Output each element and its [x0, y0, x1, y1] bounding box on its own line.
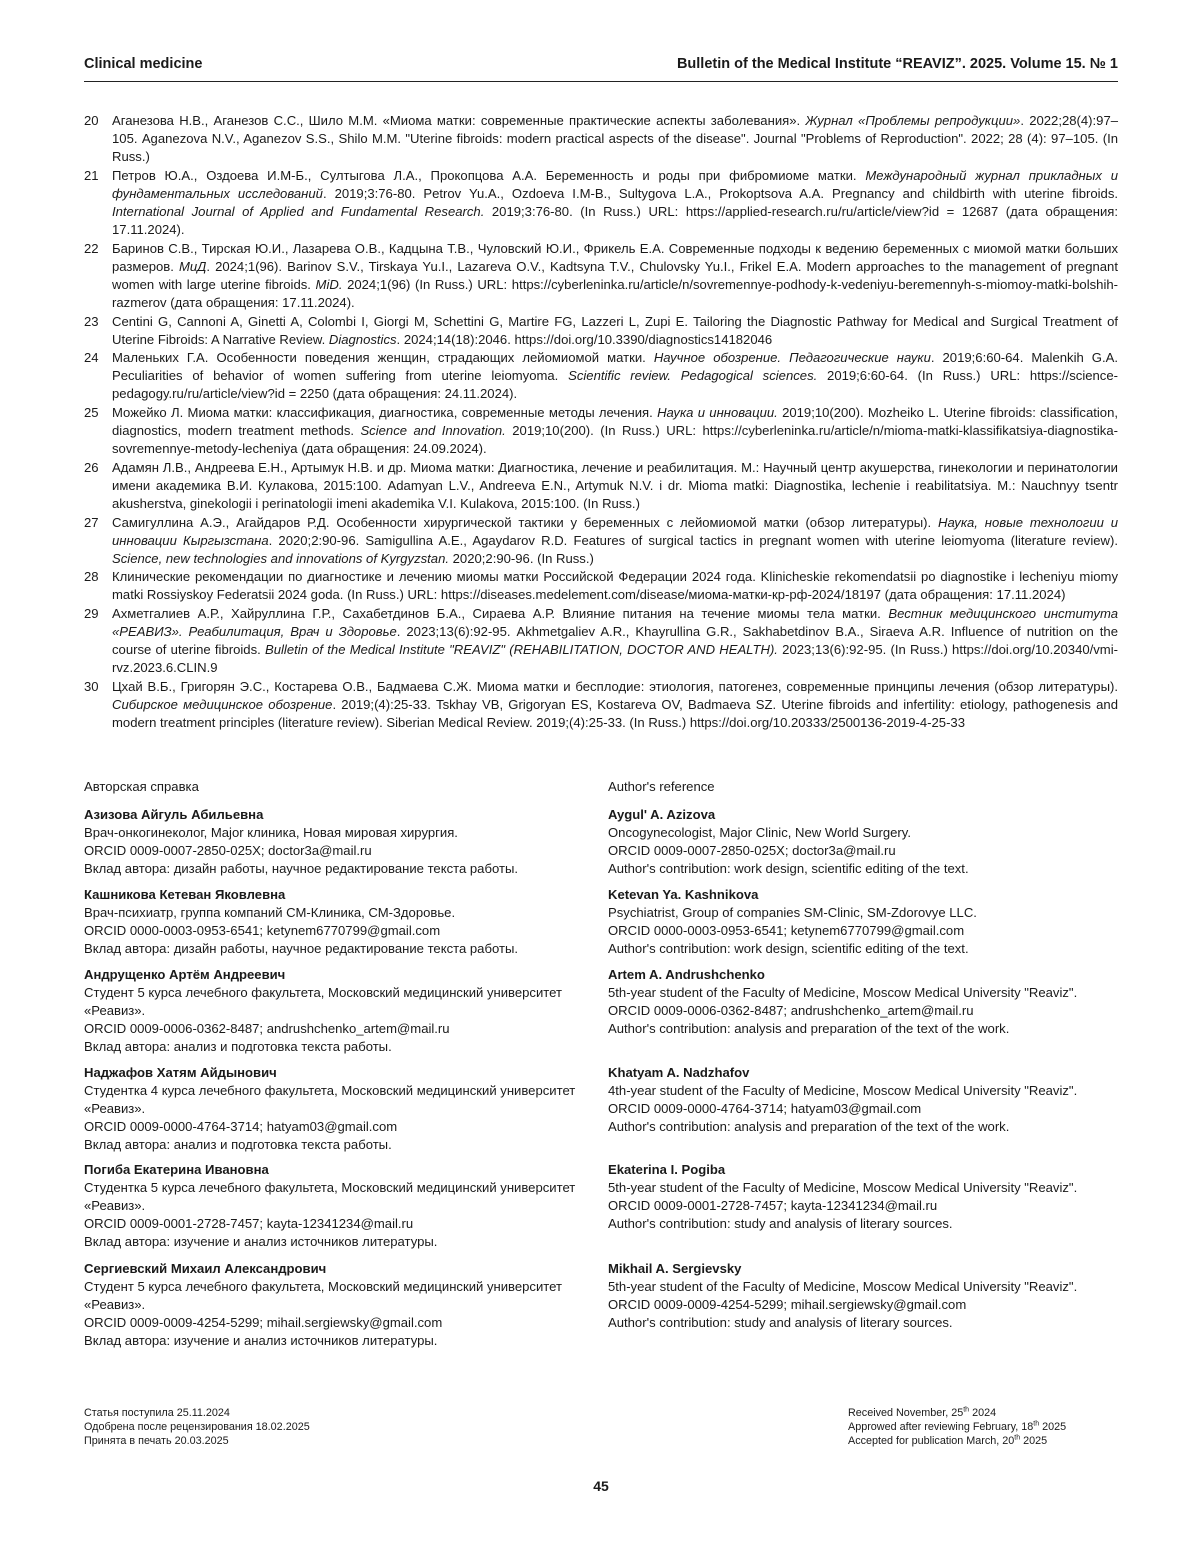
journal-title: Bulletin of the Medical Institute “REAVIZ”. 2025. Volume 15. № 1 — [676, 56, 1118, 72]
reference-list — [84, 112, 1118, 733]
author-reference-en-title: Author's reference — [608, 779, 715, 794]
author-orcid-email: ORCID 0000-0003-0953-6541; ketynem6770799@gmail.com — [608, 923, 965, 939]
reference-item — [84, 112, 1118, 166]
reference-fragment: Самигуллина А.Э., Агайдаров Р.Д. Особенности хирургической тактики у беременных с лейомиомой матки (обзор литературы). — [112, 514, 938, 530]
author-entry — [608, 966, 1110, 1038]
author-contribution: Вклад автора: изучение и анализ источников литературы. — [84, 1234, 438, 1250]
author-contribution: Author's contribution: analysis and preparation of the text of the work. — [608, 1119, 1010, 1135]
reference-text — [112, 313, 1118, 349]
reference-number: 28 — [84, 569, 99, 585]
reference-number: 27 — [84, 514, 99, 530]
received-date-en: Received November, 25th 2024 — [848, 1406, 997, 1419]
reference-source: International Journal of Applied and Fundamental Research. — [112, 203, 485, 219]
approved-date-ru: Одобрена после рецензирования 18.02.2025 — [84, 1421, 310, 1434]
author-name: Кашникова Кетеван Яковлевна — [84, 887, 286, 902]
author-entry — [84, 806, 586, 878]
author-reference-en — [608, 778, 1110, 1331]
reference-fragment: Петров Ю.А., Оздоева И.М-Б., Султыгова Л.А., Прокопцова А.А. Беременность и роды при фибромиоме матки. — [112, 167, 866, 183]
reference-source: Наука и инновации. — [657, 405, 778, 420]
author-name: Ketevan Ya. Kashnikova — [608, 887, 759, 902]
reference-fragment: Адамян Л.В., Андреева Е.Н., Артымук Н.В. и др. Миома матки: Диагностика, лечение и реабилитация. М.: Научный центр акушерства, гинекологии и перинатологии имени академика В.И. Кулакова, 2015:100. Adamyan L.V., Andreeva E.N., Artymuk N.V. i dr. Mioma matki: Diagnostika, lechenie i reabilitatsiya. M.: Nauchnyy tsentr akusherstva, ginekologii i perinatologii imeni akademika V.I. Kulakova, 2015:100. (In Russ.) — [112, 459, 1118, 511]
author-name: Андрущенко Артём Андреевич — [84, 967, 286, 982]
author-orcid-email: ORCID 0009-0000-4764-3714; hatyam03@gmail.com — [84, 1119, 398, 1135]
reference-fragment: . 2022;28(4):97–105. Aganezova N.V., Aganezov S.S., Shilo M.M. "Uterine fibroids: modern practical aspects of the disease". Journal "Problems of Reproduction". 2022; 28 (4): 97–105. (In Russ.) — [112, 113, 1119, 165]
author-contribution: Вклад автора: изучение и анализ источников литературы. — [84, 1333, 438, 1349]
reference-text — [112, 678, 1118, 732]
author-entry — [608, 1161, 1110, 1233]
reference-text — [112, 349, 1118, 403]
reference-fragment: 2020;2:90-96. (In Russ.) — [449, 550, 594, 566]
reference-item — [84, 605, 1118, 677]
author-affiliation: Врач-онкогинеколог, Major клиника, Новая мировая хирургия. — [84, 825, 458, 841]
reference-fragment: . 2024;1(96). Barinov S.V., Tirskaya Yu.I., Lazareva O.V., Kadtsyna T.V., Chulovsky Yu.I., Frikel E.A. Modern approaches to the management of pregnant women with large uterine fibroids. — [112, 258, 1118, 292]
author-name: Artem A. Andrushchenko — [608, 967, 765, 982]
reference-item — [84, 459, 1118, 513]
author-affiliation: Студент 5 курса лечебного факультета, Московский медицинский университет «Реавиз». — [84, 1279, 562, 1313]
author-contribution: Вклад автора: дизайн работы, научное редактирование текста работы. — [84, 941, 518, 957]
reference-item — [84, 313, 1118, 349]
article-dates-en — [848, 1406, 1066, 1449]
reference-fragment: Цхай В.Б., Григорян Э.С., Костарева О.В., Бадмаева С.Ж. Миома матки и бесплодие: этиология, патогенез, современные принципы лечения (обзор литературы). — [112, 678, 1118, 694]
author-affiliation: Oncogynecologist, Major Clinic, New World Surgery. — [608, 825, 911, 841]
reference-source: MiD. — [315, 276, 343, 292]
author-affiliation: 4th-year student of the Faculty of Medicine, Moscow Medical University "Reaviz". — [608, 1083, 1078, 1099]
author-orcid-email: ORCID 0009-0007-2850-025X; doctor3a@mail.ru — [608, 843, 896, 859]
author-orcid-email: ORCID 0009-0009-4254-5299; mihail.sergiewsky@gmail.com — [608, 1297, 967, 1313]
author-contribution: Вклад автора: анализ и подготовка текста работы. — [84, 1137, 392, 1153]
reference-fragment: 2024;1(96) (In Russ.) URL: https://cyberleninka.ru/article/n/sovremennye-podhody-k-vedeniyu-beremennyh-s-miomoy-matki-bolshih-razmerov (дата обращения: 17.11.2024). — [112, 276, 1118, 310]
reference-source: Diagnostics — [328, 331, 397, 347]
accepted-date-en: Accepted for publication March, 20th 2025 — [848, 1434, 1048, 1448]
reference-item — [84, 240, 1118, 312]
received-date-ru: Статья поступила 25.11.2024 — [84, 1407, 230, 1419]
article-dates-ru — [84, 1406, 310, 1449]
reference-number: 21 — [84, 167, 99, 183]
reference-number: 29 — [84, 606, 99, 622]
author-contribution: Author's contribution: work design, scientific editing of the text. — [608, 861, 969, 877]
page — [84, 0, 1118, 1553]
author-name: Азизова Айгуль Абильевна — [84, 807, 264, 822]
reference-text — [112, 240, 1118, 312]
author-affiliation: 5th-year student of the Faculty of Medicine, Moscow Medical University "Reaviz". — [608, 1180, 1078, 1196]
reference-fragment: Можейко Л. Миома матки: классификация, диагностика, современные методы лечения. — [112, 405, 658, 420]
author-entry — [84, 1161, 586, 1251]
author-contribution: Author's contribution: analysis and preparation of the text of the work. — [608, 1021, 1010, 1037]
reference-text — [112, 112, 1118, 166]
reference-number: 26 — [84, 459, 99, 475]
reference-number: 22 — [84, 240, 99, 256]
author-entry — [84, 1064, 586, 1154]
author-entry — [84, 966, 586, 1056]
author-contribution: Вклад автора: дизайн работы, научное редактирование текста работы. — [84, 861, 518, 877]
author-name: Наджафов Хатям Айдынович — [84, 1065, 277, 1080]
reference-item — [84, 349, 1118, 403]
reference-text — [112, 459, 1118, 513]
reference-source: Scientific review. Pedagogical sciences. — [568, 368, 818, 384]
author-reference-ru-title: Авторская справка — [84, 779, 199, 794]
reference-text — [112, 605, 1118, 677]
author-affiliation: Студентка 4 курса лечебного факультета, Московский медицинский университет «Реавиз». — [84, 1083, 576, 1117]
reference-fragment: Centini G, Cannoni A, Ginetti A, Colombi I, Giorgi M, Schettini G, Martire FG, Lazzeri L, Zupi E. Tailoring the Diagnostic Pathway for Medical and Surgical Treatment of Uterine Fibroids: A Narrative Review. — [112, 313, 1118, 347]
reference-fragment: Клинические рекомендации по диагностике и лечению миомы матки Российской Федерации 2024 года. Klinicheskie rekomendatsii po diagnostike i lecheniyu miomy matki Rossiyskoy Federatsii 2024 goda. (In Russ.) URL: https://diseases.medelement.com/disease/миома-матки-кр-рф-2024/18197 (дата обращения: 17.11.2024) — [112, 569, 1118, 603]
author-affiliation: Врач-психиатр, группа компаний СМ-Клиника, СМ-Здоровье. — [84, 905, 456, 921]
reference-text — [112, 514, 1118, 568]
reference-fragment: . 2020;2:90-96. Samigullina A.E., Agaydarov R.D. Features of surgical tactics in pregnant women with uterine leiomyoma (literature review). — [268, 532, 1118, 548]
author-orcid-email: ORCID 0009-0001-2728-7457; kayta-12341234@mail.ru — [608, 1198, 938, 1214]
reference-fragment: Баринов С.В., Тирская Ю.И., Лазарева О.В., Кадцына Т.В., Чуловский Ю.И., Фрикель Е.А. Современные подходы к ведению беременных с миомой матки больших размеров. — [112, 240, 1118, 274]
reference-item — [84, 568, 1118, 604]
author-orcid-email: ORCID 0009-0006-0362-8487; andrushchenko_artem@mail.ru — [84, 1021, 450, 1037]
reference-fragment: 2019;6:60-64. (In Russ.) URL: https://science-pedagogy.ru/ru/article/view?id = 2250 (дата обращения: 24.11.2024). — [112, 368, 1118, 402]
reference-source: Научное обозрение. Педагогические науки — [653, 350, 931, 366]
author-orcid-email: ORCID 0009-0007-2850-025X; doctor3a@mail.ru — [84, 843, 372, 859]
reference-source: Bulletin of the Medical Institute "REAVIZ" (REHABILITATION, DOCTOR AND HEALTH). — [264, 642, 778, 658]
reference-fragment: 2023;13(6):92-95. (In Russ.) https://doi.org/10.20340/vmi-rvz.2023.6.CLIN.9 — [112, 642, 1118, 676]
reference-fragment: . 2019;3:76-80. Petrov Yu.A., Ozdoeva I.M-B., Sultygova L.A., Prokoptsova A.A. Pregnancy and childbirth with uterine fibroids. — [322, 185, 1118, 201]
author-affiliation: 5th-year student of the Faculty of Medicine, Moscow Medical University "Reaviz". — [608, 1279, 1078, 1295]
reference-fragment: . 2019;(4):25-33. Tskhay VB, Grigoryan ES, Kostareva OV, Badmaeva SZ. Uterine fibroids and infertility: etiology, pathogenesis and modern treatment principles (literature review). Siberian Medical Review. 2019;(4):25-33. (In Russ.) https://doi.org/10.20333/2500136-2019-4-25-33 — [112, 697, 1118, 731]
section-title: Clinical medicine — [84, 56, 203, 72]
author-orcid-email: ORCID 0009-0006-0362-8487; andrushchenko_artem@mail.ru — [608, 1003, 974, 1019]
author-contribution: Author's contribution: study and analysis of literary sources. — [608, 1315, 953, 1331]
reference-fragment: Аганезова Н.В., Аганезов С.С., Шило М.М. «Миома матки: современные практические аспекты заболевания». — [112, 113, 806, 128]
author-affiliation: Студентка 5 курса лечебного факультета, Московский медицинский университет «Реавиз». — [84, 1180, 576, 1214]
author-entry — [608, 806, 1110, 878]
author-orcid-email: ORCID 0000-0003-0953-6541; ketynem6770799@gmail.com — [84, 923, 441, 939]
author-contribution: Author's contribution: study and analysis of literary sources. — [608, 1216, 953, 1232]
author-entry — [608, 1064, 1110, 1136]
approved-date-en: Approwed after reviewing February, 18th 2025 — [848, 1420, 1067, 1434]
reference-fragment: . 2024;14(18):2046. https://doi.org/10.3390/diagnostics14182046 — [396, 331, 773, 347]
reference-source: МиД — [178, 258, 207, 274]
author-entry — [84, 1260, 586, 1350]
author-name: Khatyam A. Nadzhafov — [608, 1065, 750, 1080]
reference-fragment: Ахметгалиев А.Р., Хайруллина Г.Р., Сахабетдинов Б.А., Сираева А.Р. Влияние питания на течение миомы тела матки. — [112, 606, 889, 622]
author-affiliation: Psychiatrist, Group of companies SM-Clinic, SM-Zdorovye LLC. — [608, 905, 977, 921]
author-name: Погиба Екатерина Ивановна — [84, 1162, 269, 1177]
reference-number: 30 — [84, 678, 99, 694]
author-name: Ekaterina I. Pogiba — [608, 1162, 726, 1177]
author-affiliation: Студент 5 курса лечебного факультета, Московский медицинский университет «Реавиз». — [84, 985, 562, 1019]
author-reference-ru — [84, 778, 586, 1349]
reference-fragment: 2019;3:76-80. (In Russ.) URL: https://applied-research.ru/ru/article/view?id = 12687 (дата обращения: 17.11.2024). — [112, 203, 1118, 238]
reference-source: Сибирское медицинское обозрение — [112, 697, 333, 712]
reference-number: 20 — [84, 113, 99, 128]
page-number: 45 — [593, 1478, 609, 1494]
author-name: Aygul' A. Azizova — [608, 807, 716, 822]
author-orcid-email: ORCID 0009-0000-4764-3714; hatyam03@gmail.com — [608, 1101, 922, 1117]
reference-source: Наука, новые технологии и инновации Кыргызстана — [112, 514, 1119, 548]
author-entry — [608, 1260, 1110, 1332]
author-orcid-email: ORCID 0009-0009-4254-5299; mihail.sergiewsky@gmail.com — [84, 1315, 443, 1331]
accepted-date-ru: Принята в печать 20.03.2025 — [84, 1435, 229, 1448]
reference-text — [112, 404, 1118, 458]
author-contribution: Author's contribution: work design, scientific editing of the text. — [608, 941, 969, 957]
reference-source: Science and Innovation. — [360, 423, 506, 439]
reference-item — [84, 678, 1118, 732]
reference-fragment: 2019;10(200). (In Russ.) URL: https://cyberleninka.ru/article/n/mioma-matki-klassifikatsiya-diagnostika-sovremennye-metody-lecheniya (дата обращения: 24.09.2024). — [112, 423, 1118, 457]
reference-item — [84, 167, 1118, 239]
reference-source: Журнал «Проблемы репродукции» — [805, 113, 1021, 128]
reference-source: Science, new technologies and innovations of Kyrgyzstan. — [112, 550, 450, 566]
reference-number: 25 — [84, 405, 99, 420]
reference-number: 24 — [84, 350, 99, 366]
author-contribution: Вклад автора: анализ и подготовка текста работы. — [84, 1039, 392, 1055]
reference-source: Вестник медицинского института «РЕАВИЗ». Реабилитация, Врач и Здоровье — [112, 606, 1118, 640]
running-header — [84, 56, 1118, 76]
reference-fragment: 2019;10(200). Mozheiko L. Uterine fibroids: classification, diagnostics, modern treatment methods. — [112, 405, 1118, 439]
reference-text — [112, 167, 1118, 239]
author-entry — [84, 886, 586, 958]
reference-text — [112, 568, 1118, 604]
reference-item — [84, 514, 1118, 568]
reference-fragment: . 2019;6:60-64. Malenkih G.A. Peculiarities of behavior of women suffering from uterine leiomyoma. — [112, 350, 1118, 384]
author-affiliation: 5th-year student of the Faculty of Medicine, Moscow Medical University "Reaviz". — [608, 985, 1078, 1001]
author-orcid-email: ORCID 0009-0001-2728-7457; kayta-12341234@mail.ru — [84, 1216, 414, 1232]
author-name: Сергиевский Михаил Александрович — [84, 1261, 327, 1276]
header-divider — [84, 81, 1118, 82]
reference-item — [84, 404, 1118, 458]
reference-fragment: . 2023;13(6):92-95. Akhmetgaliev A.R., Khayrullina G.R., Sakhabetdinov B.A., Siraeva A.R. Influence of nutrition on the course of uterine fibroids. — [112, 624, 1118, 658]
reference-source: Международный журнал прикладных и фундаментальных исследований — [112, 167, 1119, 201]
reference-fragment: Маленьких Г.А. Особенности поведения женщин, страдающих лейомиомой матки. — [112, 350, 654, 366]
author-entry — [608, 886, 1110, 958]
author-name: Mikhail A. Sergievsky — [608, 1261, 742, 1276]
reference-number: 23 — [84, 313, 99, 329]
